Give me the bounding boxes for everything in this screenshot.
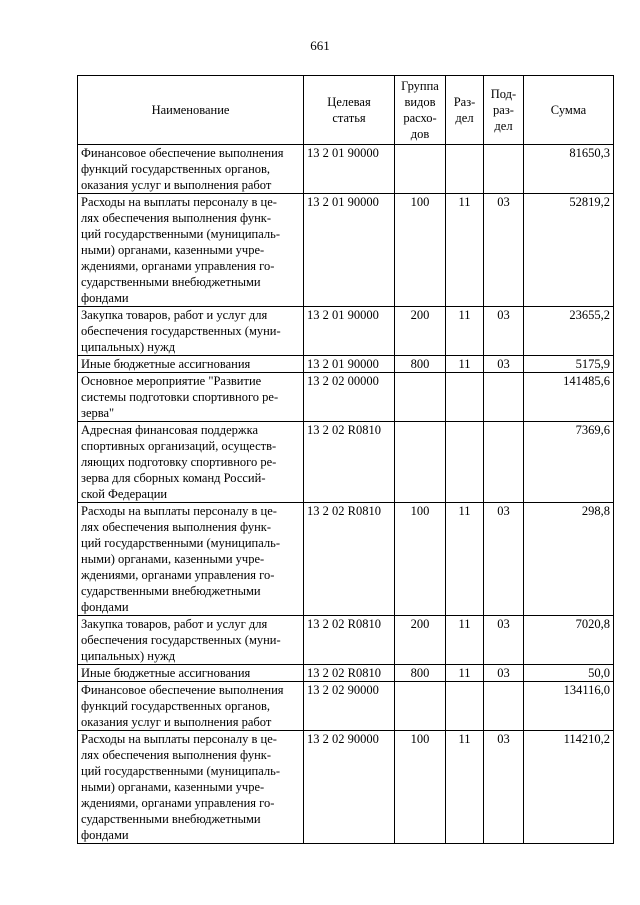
cell-group <box>395 682 446 731</box>
cell-article: 13 2 02 R0810 <box>304 616 395 665</box>
cell-name-line: Расходы на выплаты персоналу в це- <box>81 504 277 518</box>
cell-name-line: фондами <box>81 600 129 614</box>
cell-name <box>78 194 304 307</box>
cell-name <box>78 503 304 616</box>
cell-sum: 50,0 <box>524 665 614 682</box>
cell-article: 13 2 01 90000 <box>304 356 395 373</box>
header-subsection-line: Под- <box>490 87 517 101</box>
header-article-line: статья <box>332 111 366 125</box>
header-article-line: Целевая <box>327 95 371 109</box>
header-sum: Сумма <box>524 76 614 145</box>
cell-name-line: Финансовое обеспечение выполнения <box>81 146 284 160</box>
cell-name-line: фондами <box>81 828 129 842</box>
cell-name-line: ской Федерации <box>81 487 168 501</box>
cell-subsection: 03 <box>484 616 524 665</box>
table-row <box>78 682 614 731</box>
cell-name-line: Иные бюджетные ассигнования <box>81 666 251 680</box>
cell-section: 11 <box>446 194 484 307</box>
cell-name-line: Закупка товаров, работ и услуг для <box>81 617 268 631</box>
cell-sum: 134116,0 <box>524 682 614 731</box>
cell-section: 11 <box>446 307 484 356</box>
cell-subsection: 03 <box>484 356 524 373</box>
cell-article: 13 2 02 R0810 <box>304 422 395 503</box>
cell-name-line: сударственными внебюджетными <box>81 275 261 289</box>
cell-name-line: Финансовое обеспечение выполнения <box>81 683 284 697</box>
cell-sum: 81650,3 <box>524 145 614 194</box>
cell-subsection <box>484 145 524 194</box>
header-group-line: видов <box>404 95 436 109</box>
cell-name-line: спортивных организаций, осуществ- <box>81 439 277 453</box>
cell-subsection: 03 <box>484 194 524 307</box>
header-subsection-line: раз- <box>493 103 514 117</box>
cell-section: 11 <box>446 503 484 616</box>
cell-section: 11 <box>446 665 484 682</box>
cell-name-line: системы подготовки спортивного ре- <box>81 390 279 404</box>
cell-name-line: ций государственными (муниципаль- <box>81 764 280 778</box>
table-row <box>78 616 614 665</box>
cell-group: 800 <box>395 665 446 682</box>
cell-group <box>395 145 446 194</box>
cell-name <box>78 682 304 731</box>
cell-name <box>78 422 304 503</box>
cell-sum: 7369,6 <box>524 422 614 503</box>
cell-section: 11 <box>446 356 484 373</box>
header-article <box>304 76 395 145</box>
cell-name-line: сударственными внебюджетными <box>81 812 261 826</box>
cell-group: 100 <box>395 194 446 307</box>
cell-group: 100 <box>395 731 446 844</box>
cell-subsection <box>484 373 524 422</box>
cell-name-line: Закупка товаров, работ и услуг для <box>81 308 268 322</box>
cell-subsection <box>484 422 524 503</box>
cell-name-line: ляющих подготовку спортивного ре- <box>81 455 277 469</box>
cell-name-line: Адресная финансовая поддержка <box>81 423 258 437</box>
cell-name-line: лях обеспечения выполнения функ- <box>81 211 271 225</box>
header-section-line: дел <box>455 111 474 125</box>
cell-article: 13 2 01 90000 <box>304 307 395 356</box>
page-number: 661 <box>310 38 330 53</box>
header-subsection-line: дел <box>494 119 513 133</box>
cell-subsection <box>484 682 524 731</box>
cell-name-line: фондами <box>81 291 129 305</box>
cell-sum: 52819,2 <box>524 194 614 307</box>
cell-section: 11 <box>446 616 484 665</box>
cell-name-line: ждениями, органами управления го- <box>81 568 275 582</box>
cell-name <box>78 145 304 194</box>
cell-name <box>78 307 304 356</box>
cell-group <box>395 422 446 503</box>
cell-name <box>78 616 304 665</box>
cell-article: 13 2 01 90000 <box>304 145 395 194</box>
cell-name-line: ждениями, органами управления го- <box>81 259 275 273</box>
table-row <box>78 194 614 307</box>
cell-subsection: 03 <box>484 503 524 616</box>
cell-name-line: Основное мероприятие "Развитие <box>81 374 262 388</box>
table-body <box>78 145 614 844</box>
cell-name-line: обеспечения государственных (муни- <box>81 633 281 647</box>
table-row <box>78 503 614 616</box>
header-section-line: Раз- <box>453 95 476 109</box>
header-group <box>395 76 446 145</box>
cell-article: 13 2 02 00000 <box>304 373 395 422</box>
budget-table <box>77 75 614 844</box>
cell-article: 13 2 02 R0810 <box>304 665 395 682</box>
cell-name-line: ций государственными (муниципаль- <box>81 227 280 241</box>
cell-name-line: функций государственных органов, <box>81 699 271 713</box>
cell-name-line: оказания услуг и выполнения работ <box>81 715 272 729</box>
cell-sum: 141485,6 <box>524 373 614 422</box>
table-row <box>78 665 614 682</box>
cell-subsection: 03 <box>484 665 524 682</box>
cell-name <box>78 731 304 844</box>
table-header-row <box>78 76 614 145</box>
cell-group: 200 <box>395 307 446 356</box>
cell-subsection: 03 <box>484 307 524 356</box>
cell-name-line: Расходы на выплаты персоналу в це- <box>81 732 277 746</box>
header-group-line: дов <box>410 127 430 141</box>
table-row <box>78 145 614 194</box>
cell-name-line: лях обеспечения выполнения функ- <box>81 520 271 534</box>
cell-section <box>446 145 484 194</box>
cell-group: 200 <box>395 616 446 665</box>
cell-section: 11 <box>446 731 484 844</box>
cell-name-line: зерва для сборных команд Россий- <box>81 471 266 485</box>
cell-name-line: оказания услуг и выполнения работ <box>81 178 272 192</box>
cell-name-line: ципальных) нужд <box>81 340 176 354</box>
cell-name-line: ными) органами, казенными учре- <box>81 243 265 257</box>
header-name: Наименование <box>78 76 304 145</box>
cell-section <box>446 422 484 503</box>
cell-sum: 7020,8 <box>524 616 614 665</box>
cell-name-line: обеспечения государственных (муни- <box>81 324 281 338</box>
cell-name-line: лях обеспечения выполнения функ- <box>81 748 271 762</box>
cell-subsection: 03 <box>484 731 524 844</box>
cell-name-line: ными) органами, казенными учре- <box>81 780 265 794</box>
table-row <box>78 731 614 844</box>
table-row <box>78 373 614 422</box>
cell-sum: 298,8 <box>524 503 614 616</box>
cell-sum: 114210,2 <box>524 731 614 844</box>
cell-section <box>446 682 484 731</box>
table-row <box>78 307 614 356</box>
cell-name <box>78 356 304 373</box>
cell-sum: 5175,9 <box>524 356 614 373</box>
cell-article: 13 2 01 90000 <box>304 194 395 307</box>
cell-article: 13 2 02 R0810 <box>304 503 395 616</box>
header-subsection <box>484 76 524 145</box>
cell-name-line: зерва" <box>81 406 115 420</box>
cell-group: 800 <box>395 356 446 373</box>
header-group-line: расхо- <box>403 111 437 125</box>
cell-name-line: функций государственных органов, <box>81 162 271 176</box>
cell-name-line: Расходы на выплаты персоналу в це- <box>81 195 277 209</box>
table-row <box>78 422 614 503</box>
cell-name-line: Иные бюджетные ассигнования <box>81 357 251 371</box>
cell-group <box>395 373 446 422</box>
cell-name-line: ципальных) нужд <box>81 649 176 663</box>
cell-name <box>78 665 304 682</box>
header-section <box>446 76 484 145</box>
cell-name-line: сударственными внебюджетными <box>81 584 261 598</box>
table-row <box>78 356 614 373</box>
cell-name-line: ждениями, органами управления го- <box>81 796 275 810</box>
cell-article: 13 2 02 90000 <box>304 682 395 731</box>
cell-section <box>446 373 484 422</box>
cell-article: 13 2 02 90000 <box>304 731 395 844</box>
cell-sum: 23655,2 <box>524 307 614 356</box>
cell-name-line: ными) органами, казенными учре- <box>81 552 265 566</box>
cell-name <box>78 373 304 422</box>
cell-group: 100 <box>395 503 446 616</box>
header-group-line: Группа <box>401 79 439 93</box>
cell-name-line: ций государственными (муниципаль- <box>81 536 280 550</box>
